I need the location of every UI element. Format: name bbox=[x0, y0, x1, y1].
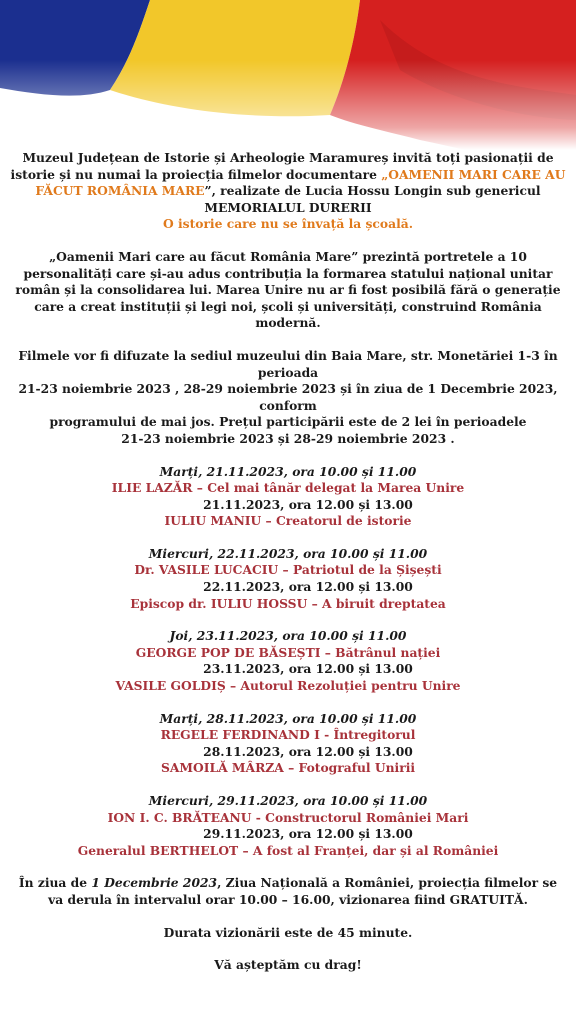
duration-text: Durata vizionării este de 45 minute. bbox=[163, 924, 413, 940]
schedule-day bbox=[0, 464, 576, 530]
film-title: IULIU MANIU – Creatorul de istorie bbox=[164, 513, 412, 529]
romanian-flag-image bbox=[0, 0, 576, 150]
dec-date: 1 Decembrie 2023 bbox=[91, 875, 218, 891]
description-paragraph: „Oamenii Mari care au făcut România Mare” prezintă portretele a 10 personalități care și-au adus contribuția la formarea statului național unitar român și la consolidarea lui. Marea Unire nu ar fi fost posibilă fără o generație care a creat instituții și legi noi, școli și universități, construind România modernă. bbox=[15, 248, 561, 331]
info-line: 21-23 noiembrie 2023 , 28-29 noiembrie 2023 și în ziua de 1 Decembrie 2023, conform bbox=[18, 381, 558, 413]
schedule-day bbox=[0, 628, 576, 694]
generic-title: MEMORIALUL DURERII bbox=[204, 199, 372, 215]
film-title: ION I. C. BRĂTEANU - Constructorul României Mari bbox=[107, 809, 469, 825]
dec-text-2: , Ziua Națională a României, proiecția filmelor se va derula în intervalul orar 10.00 – 16.00, vizionarea fiind GRATUITĂ. bbox=[48, 875, 558, 907]
screening-time: 28.11.2023, ora 12.00 și 13.00 bbox=[203, 743, 413, 759]
intro-text-2: ”, realizate de Lucia Hossu Longin sub genericul bbox=[204, 183, 541, 199]
screening-date: Marți, 28.11.2023, ora 10.00 și 11.00 bbox=[159, 710, 417, 726]
info-paragraph bbox=[0, 348, 576, 448]
series-title: „OAMENII MARI CARE AU FĂCUT ROMÂNIA MARE bbox=[35, 166, 566, 199]
film-title: VASILE GOLDIȘ – Autorul Rezoluției pentru Unire bbox=[115, 678, 461, 694]
film-title: SAMOILĂ MÂRZA – Fotograful Unirii bbox=[160, 760, 416, 776]
screening-time: 29.11.2023, ora 12.00 și 13.00 bbox=[203, 826, 413, 842]
film-title: Episcop dr. IULIU HOSSU – A biruit dreptatea bbox=[130, 595, 446, 611]
schedule-day bbox=[0, 546, 576, 612]
film-title: REGELE FERDINAND I - Întregitorul bbox=[160, 727, 416, 743]
film-title: ILIE LAZĂR – Cel mai tânăr delegat la Marea Unire bbox=[111, 480, 465, 496]
dec-text: În ziua de bbox=[18, 875, 92, 891]
december-paragraph bbox=[0, 875, 576, 908]
schedule-day bbox=[0, 711, 576, 777]
info-line: Filmele vor fi difuzate la sediul muzeului din Baia Mare, str. Monetăriei 1-3 în perioada bbox=[18, 347, 558, 380]
info-line: 21-23 noiembrie 2023 și 28-29 noiembrie 2023 . bbox=[121, 430, 455, 446]
screening-date: Miercuri, 29.11.2023, ora 10.00 și 11.00 bbox=[148, 793, 428, 808]
schedule-day bbox=[0, 793, 576, 859]
screening-date: Marți, 21.11.2023, ora 10.00 și 11.00 bbox=[159, 463, 417, 479]
intro-text: Muzeul Județean de Istorie și Arheologie Maramureș invită toți pasionații de istorie și nu numai la proiecția filmelor documentare bbox=[10, 150, 554, 182]
screening-time: 21.11.2023, ora 12.00 și 13.00 bbox=[203, 496, 413, 512]
screening-time: 23.11.2023, ora 12.00 și 13.00 bbox=[203, 661, 413, 677]
intro-paragraph bbox=[0, 150, 576, 233]
film-title: Dr. VASILE LUCACIU – Patriotul de la Șișești bbox=[134, 562, 442, 578]
info-line: programului de mai jos. Prețul participării este de 2 lei în perioadele bbox=[49, 414, 527, 430]
announcement-text bbox=[0, 150, 576, 974]
motto: O istorie care nu se învață la școală. bbox=[162, 216, 414, 232]
film-title: GEORGE POP DE BĂSEȘTI – Bătrânul nației bbox=[135, 644, 441, 660]
closing-text: Vă așteptăm cu drag! bbox=[214, 957, 362, 973]
screening-time: 22.11.2023, ora 12.00 și 13.00 bbox=[203, 579, 413, 595]
screening-date: Joi, 23.11.2023, ora 10.00 și 11.00 bbox=[169, 628, 407, 644]
screening-date: Miercuri, 22.11.2023, ora 10.00 și 11.00 bbox=[148, 545, 428, 561]
film-title: Generalul BERTHELOT – A fost al Franței, dar și al României bbox=[77, 842, 499, 858]
